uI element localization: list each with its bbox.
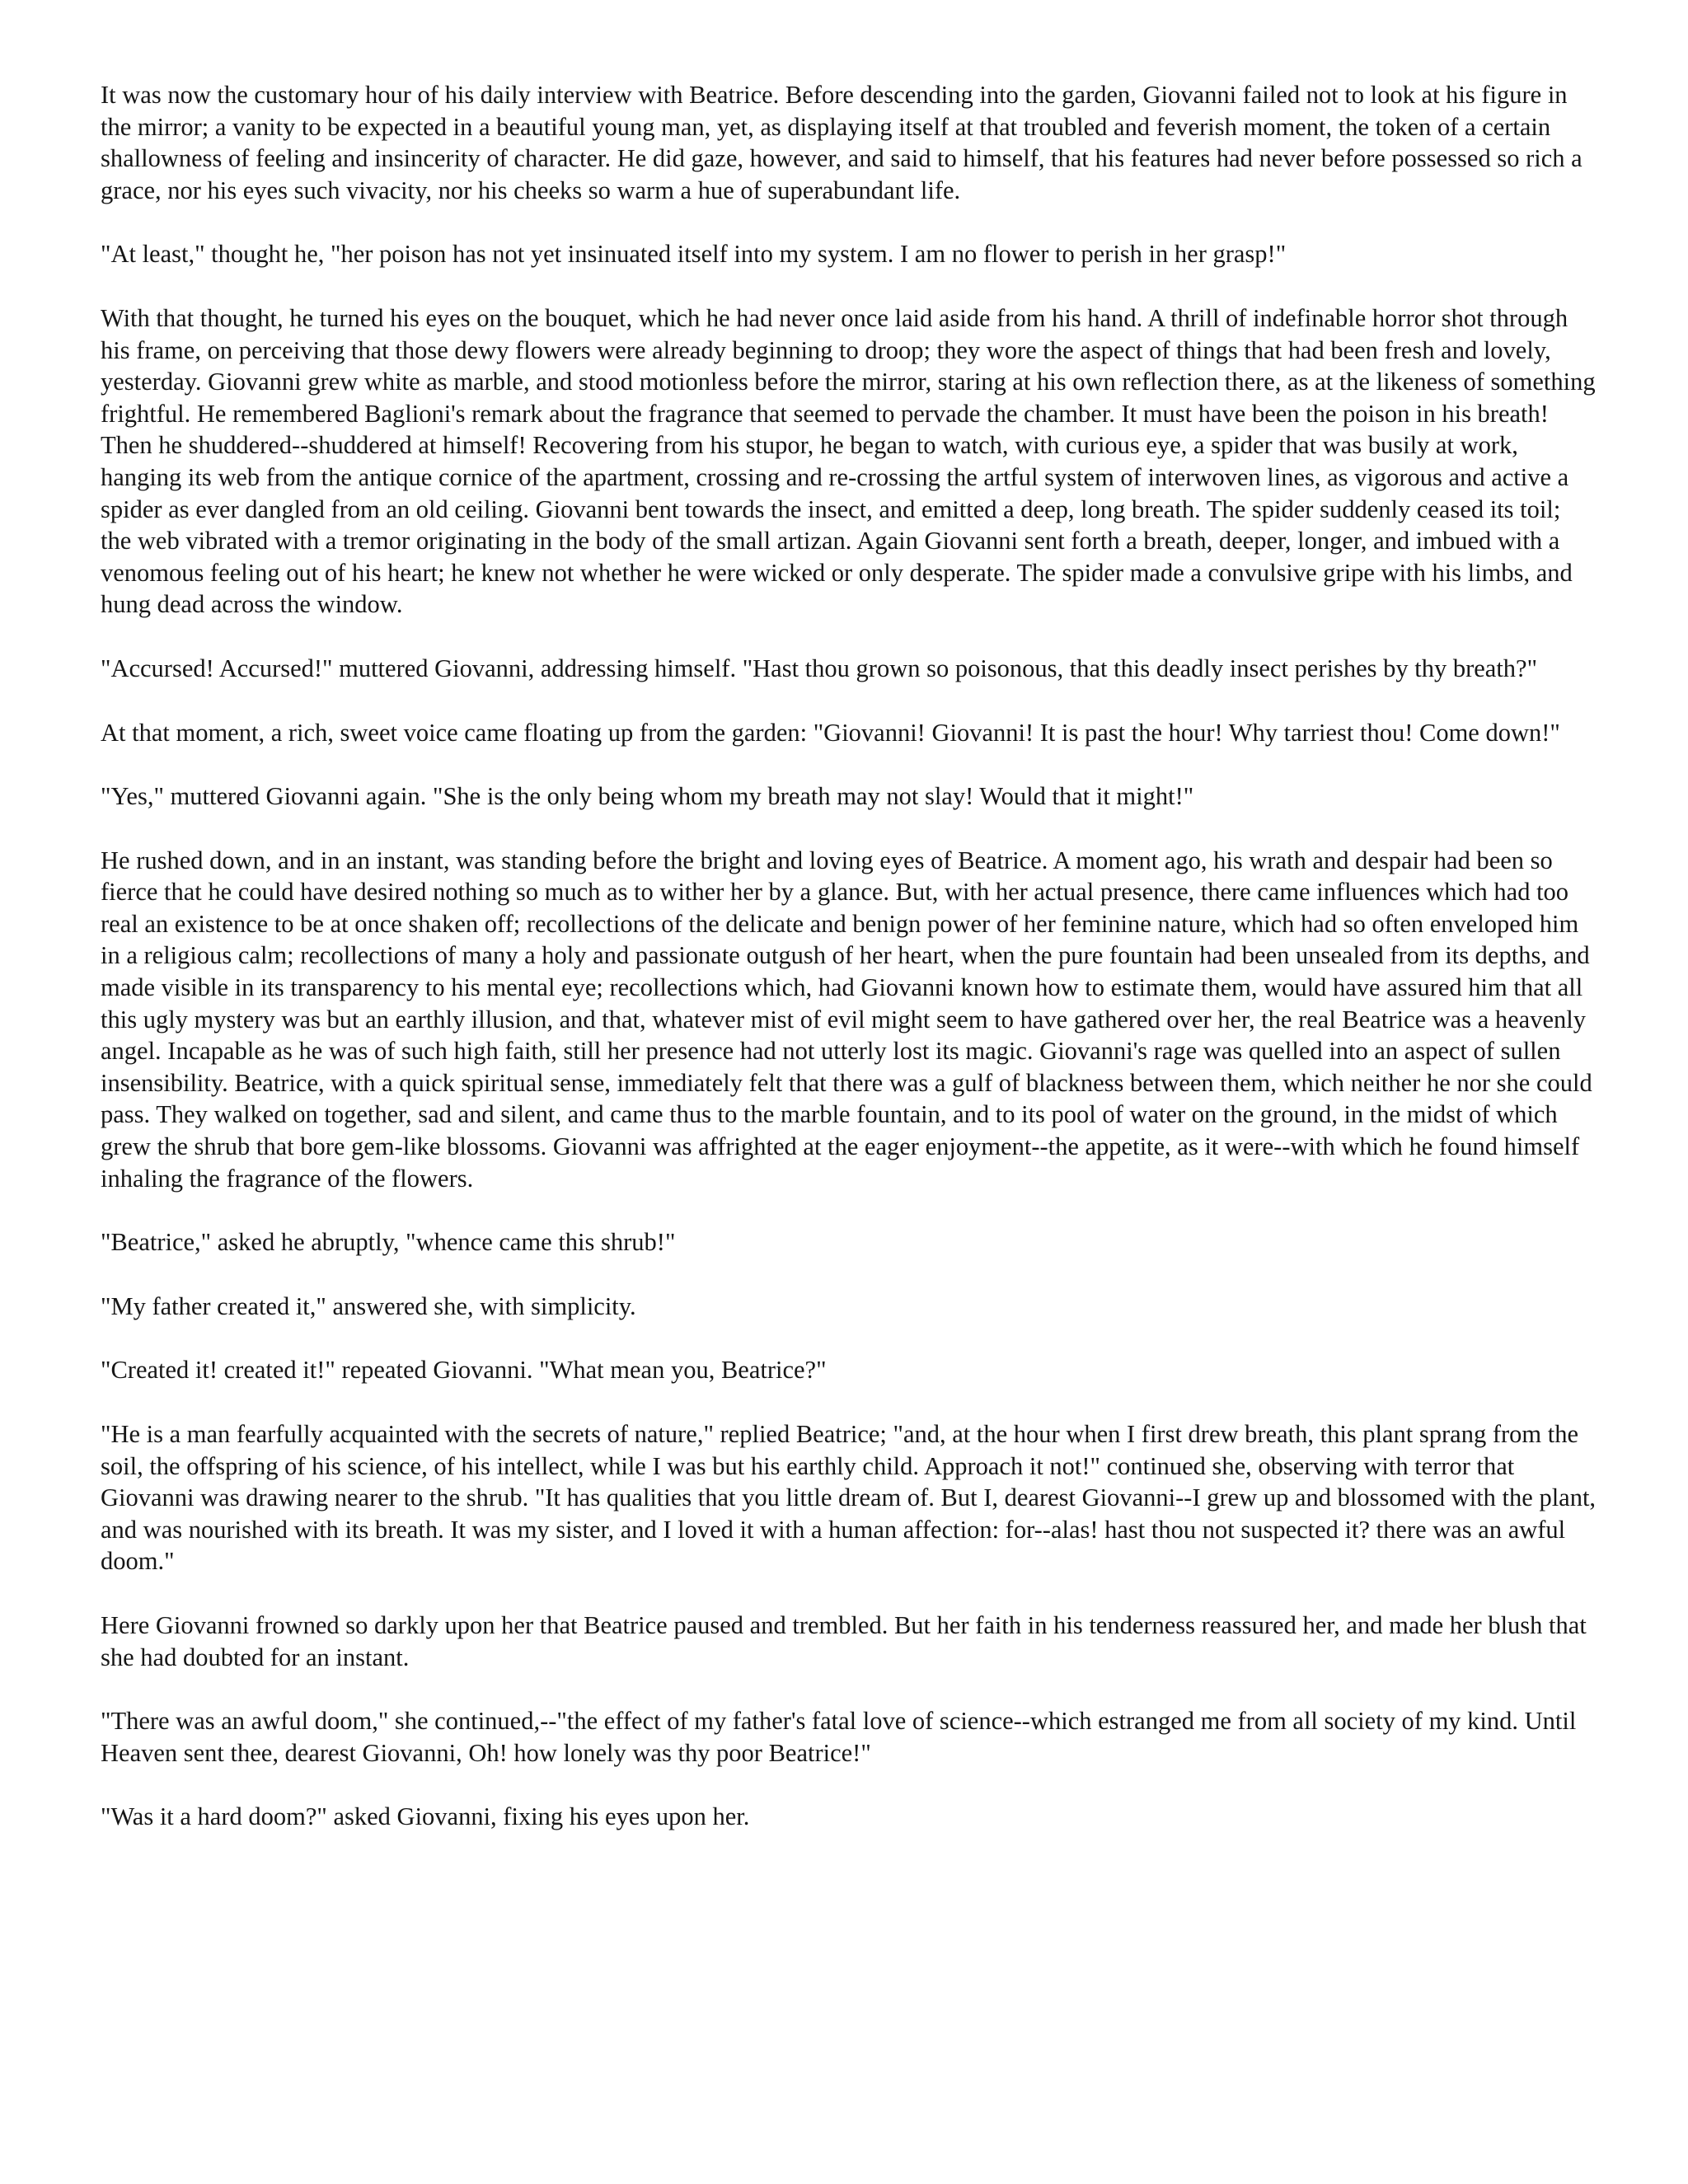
paragraph-6: "Yes," muttered Giovanni again. "She is the only being whom my breath may not slay! Would that it might!" [101,782,1194,811]
paragraph-13: "There was an awful doom," she continued,--"the effect of my father's fatal love of science--which estranged me from all society of my kind. Until Heaven sent thee, dearest Giovanni, Oh! how lonely was thy poor Beatrice!" [101,1707,1577,1767]
paragraph-12: Here Giovanni frowned so darkly upon her that Beatrice paused and trembled. But her faith in his tenderness reassured her, and made her blush that she had doubted for an instant. [101,1610,1587,1671]
paragraph-11: "He is a man fearfully acquainted with the secrets of nature," replied Beatrice; "and, at the hour when I first drew breath, this plant sprang from the soil, the offspring of his science, of his intellect, while I was but his earthly child. Approach it not!" continued she, observing with terror that Giovanni was drawing nearer to the shrub. "It has qualities that you little dream of. But I, dearest Giovanni--I grew up and blossomed with the plant, and was nourished with its breath. It was my sister, and I loved it with a human affection: for--alas! hast thou not suspected it? there was an awful doom." [101,1420,1597,1576]
paragraph-3: With that thought, he turned his eyes on the bouquet, which he had never once laid aside from his hand. A thrill of indefinable horror shot through his frame, on perceiving that those dewy flowers were already beginning to droop; they wore the aspect of things that had been fresh and lovely, yesterday. Giovanni grew white as marble, and stood motionless before the mirror, staring at his own reflection there, as at the likeness of something frightful. He remembered Baglioni's remark about the fragrance that seemed to pervade the chamber. It must have been the poison in his breath! Then he shuddered--shuddered at himself! Recovering from his stupor, he began to watch, with curious eye, a spider that was busily at work, hanging its web from the antique cornice of the apartment, crossing and re-crossing the artful system of interwoven lines, as vigorous and active a spider as ever dangled from an old ceiling. Giovanni bent towards the insect, and emitted a deep, long breath. The spider suddenly ceased its toil; the web vibrated with a tremor originating in the body of the small artizan. Again Giovanni sent forth a breath, deeper, longer, and imbued with a venomous feeling out of his heart; he knew not whether he were wicked or only desperate. The spider made a convulsive gripe with his limbs, and hung dead across the window. [101,303,1596,619]
paragraph-9: "My father created it," answered she, with simplicity. [101,1291,636,1320]
paragraph-8: "Beatrice," asked he abruptly, "whence came this shrub!" [101,1228,676,1257]
paragraph-1: It was now the customary hour of his daily interview with Beatrice. Before descending into the garden, Giovanni failed not to look at his figure in the mirror; a vanity to be expected in a beautiful young man, yet, as displaying itself at that troubled and feverish moment, the token of a certain shallowness of feeling and insincerity of character. He did gaze, however, and said to himself, that his features had never before possessed so rich a grace, nor his eyes such vivacity, nor his cheeks so warm a hue of superabundant life. [101,81,1582,204]
paragraph-7: He rushed down, and in an instant, was standing before the bright and loving eyes of Beatrice. A moment ago, his wrath and despair had been so fierce that he could have desired nothing so much as to wither her by a glance. But, with her actual presence, there came influences which had too real an existence to be at once shaken off; recollections of the delicate and benign power of her feminine nature, which had so often enveloped him in a religious calm; recollections of many a holy and passionate outgush of her heart, when the pure fountain had been unsealed from its depths, and made visible in its transparency to his mental eye; recollections which, had Giovanni known how to estimate them, would have assured him that all this ugly mystery was but an earthly illusion, and that, whatever mist of evil might seem to have gathered over her, the real Beatrice was a heavenly angel. Incapable as he was of such high faith, still her presence had not utterly lost its magic. Giovanni's rage was quelled into an aspect of sullen insensibility. Beatrice, with a quick spiritual sense, immediately felt that there was a gulf of blackness between them, which neither he nor she could pass. They walked on together, sad and silent, and came thus to the marble fountain, and to its pool of water on the ground, in the midst of which grew the shrub that bore gem-like blossoms. Giovanni was affrighted at the eager enjoyment--the appetite, as it were--with which he found himself inhaling the fragrance of the flowers. [101,846,1592,1193]
paragraph-5: At that moment, a rich, sweet voice came floating up from the garden: "Giovanni! Giovanni! It is past the hour! Why tarriest thou! Come down!" [101,718,1560,747]
paragraph-2: "At least," thought he, "her poison has not yet insinuated itself into my system. I am no flower to perish in her grasp!" [101,240,1287,269]
paragraph-4: "Accursed! Accursed!" muttered Giovanni, addressing himself. "Hast thou grown so poisonous, that this deadly insect perishes by thy breath?" [101,654,1538,682]
document-page [101,79,1597,1865]
paragraph-14: "Was it a hard doom?" asked Giovanni, fixing his eyes upon her. [101,1802,750,1831]
paragraph-10: "Created it! created it!" repeated Giovanni. "What mean you, Beatrice?" [101,1356,827,1385]
